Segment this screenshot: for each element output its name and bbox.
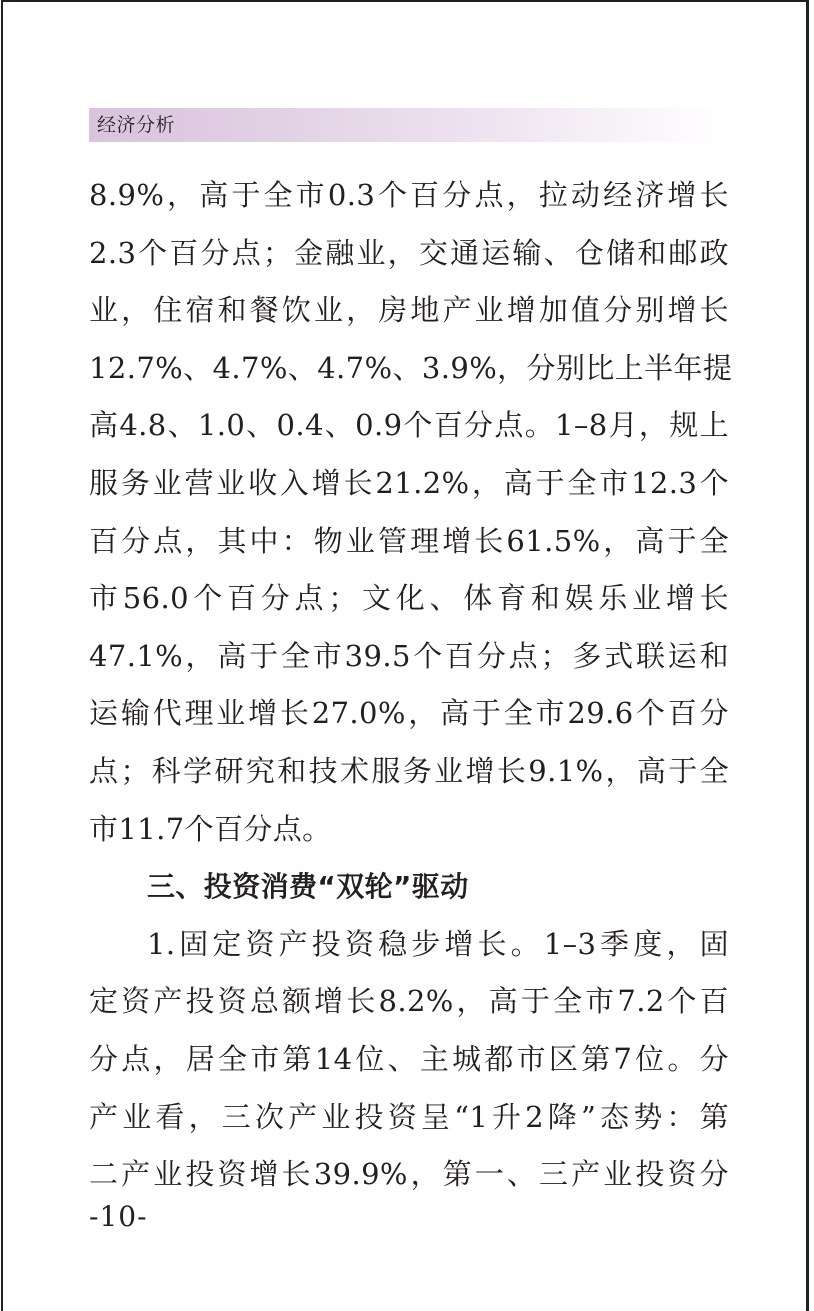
text-line: 定资产投资总额增长8.2%，高于全市7.2个百	[89, 984, 729, 1019]
text-line: 8.9%，高于全市0.3个百分点，拉动经济增长	[89, 178, 729, 212]
text-line: 百分点，其中：物业管理增长61.5%，高于全	[89, 523, 729, 558]
text-line: 二产业投资增长39.9%，第一、三产业投资分	[89, 1157, 729, 1192]
text-line: 12.7%、4.7%、4.7%、3.9%，分别比上半年提	[89, 350, 733, 385]
text-line: 市56.0个百分点；文化、体育和娱乐业增长	[89, 581, 729, 616]
text-line: 点；科学研究和技术服务业增长9.1%，高于全	[89, 753, 729, 788]
section-header-title: 经济分析	[97, 114, 176, 136]
text-line: 47.1%，高于全市39.5个百分点；多式联运和	[89, 638, 729, 673]
text-line: 分点，居全市第14位、主城都市区第7位。分	[89, 1041, 729, 1076]
paragraph-first-line: 1.固定资产投资稳步增长。1–3季度，固	[147, 926, 729, 961]
section-header-band	[89, 108, 725, 142]
text-line: 服务业营业收入增长21.2%，高于全市12.3个	[89, 465, 729, 500]
page-number: -10-	[89, 1200, 148, 1233]
section-heading: 三、投资消费“双轮”驱动	[147, 870, 469, 904]
body-text	[89, 167, 733, 1204]
text-line: 业，住宿和餐饮业，房地产业增加值分别增长	[89, 293, 729, 328]
text-line: 高4.8、1.0、0.4、0.9个百分点。1–8月，规上	[89, 408, 729, 443]
text-line: 2.3个百分点；金融业，交通运输、仓储和邮政	[89, 235, 729, 270]
text-line: 运输代理业增长27.0%，高于全市29.6个百分	[89, 696, 729, 731]
text-line: 产业看，三次产业投资呈“1升2降”态势：第	[89, 1099, 729, 1134]
text-line: 市11.7个百分点。	[89, 811, 332, 846]
